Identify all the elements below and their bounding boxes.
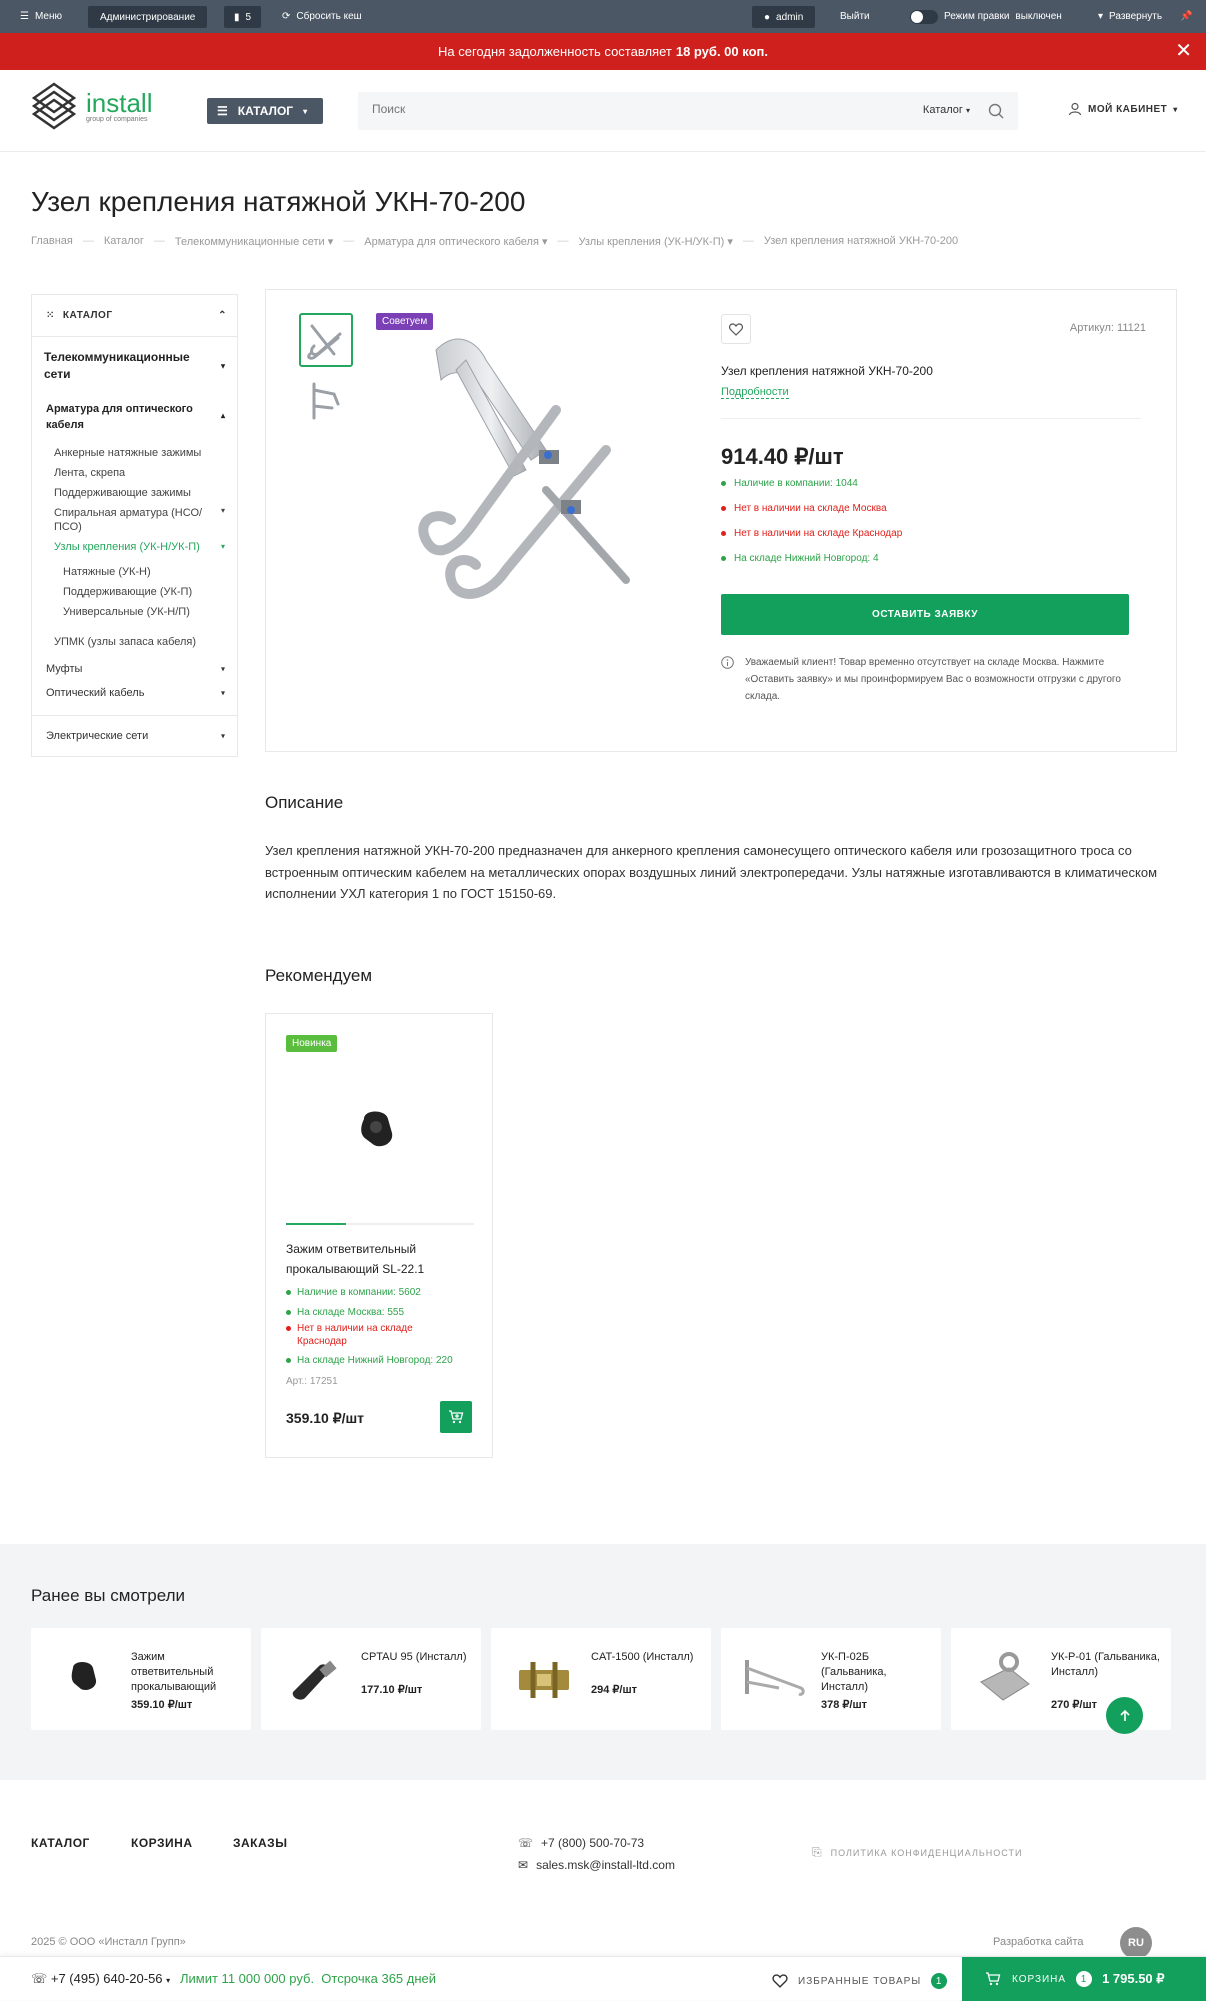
bottom-bar [0, 1956, 1206, 2000]
info-icon [721, 656, 734, 669]
catalog-sidebar [31, 294, 238, 757]
edit-mode-toggle[interactable]: Режим правки выключен [910, 0, 1062, 33]
description-text: Узел крепления натяжной УКН-70-200 предназначен для анкерного крепления самонесущего оптического кабеля или грозозащитного троса со встроенным оптическим кабелем на металлических опорах воздушных линий электропередачи. Узлы натяжные изготавливаются в климатическом исполнении УХЛ категория 1 по ГОСТ 15150-69. [265, 843, 1158, 901]
search-input[interactable] [372, 102, 792, 116]
recommended-product-card [265, 1013, 493, 1458]
status-dot-icon [286, 1358, 291, 1363]
product-article: Арт.: 17251 [286, 1376, 338, 1387]
footer-link-catalog[interactable]: КАТАЛОГ [31, 1836, 90, 1850]
chevron-up-icon: ⌃ [218, 310, 227, 321]
footer-phone[interactable]: ☏ +7 (800) 500-70-73 [518, 1836, 645, 1850]
sidebar-item[interactable]: Спиральная арматура (НСО/ПСО) ▾ [54, 506, 225, 533]
thumbnail-1[interactable] [299, 313, 353, 367]
stock-status: На складе Нижний Новгород: 4 [721, 553, 879, 564]
hamburger-icon: ☰ [20, 11, 29, 22]
heart-icon [772, 1974, 788, 1988]
sidebar-item-optical-cable[interactable]: Оптический кабель ▾ [46, 687, 225, 699]
description-title: Описание [265, 793, 344, 812]
status-dot-icon [721, 481, 726, 486]
stock-status: Нет в наличии на складе Краснодар [721, 528, 902, 539]
logo-mark-icon [28, 80, 80, 132]
breadcrumb-link[interactable]: Телекоммуникационные сети ▾ [174, 236, 334, 248]
account-button[interactable]: МОЙ КАБИНЕТ ▾ [1068, 102, 1178, 116]
grid-icon: ⁙ [46, 310, 55, 321]
viewed-product-card[interactable]: УК-П-02Б (Гальваника, Инсталл) 378 ₽/шт [721, 1628, 941, 1730]
chevron-down-icon: ▾ [220, 731, 225, 741]
cart-icon [984, 1971, 1002, 1987]
chevron-down-icon: ▾ [220, 361, 225, 371]
logout-button[interactable]: Выйти [840, 11, 870, 22]
language-switcher[interactable]: RU [1120, 1927, 1152, 1959]
heart-icon [729, 323, 743, 336]
site-header [0, 70, 1206, 152]
stock-status: На складе Нижний Новгород: 220 [286, 1354, 476, 1367]
close-icon[interactable]: ✕ [1175, 40, 1192, 62]
product-thumbnail-image [304, 378, 348, 422]
viewed-product-card[interactable]: CAT-1500 (Инсталл) 294 ₽/шт [491, 1628, 711, 1730]
add-to-favorites-button[interactable] [721, 314, 751, 344]
breadcrumb-link[interactable]: Каталог [103, 235, 144, 247]
search-bar [358, 92, 1018, 130]
product-name[interactable]: Зажим ответвительный прокалывающий SL-22.1 [286, 1242, 425, 1276]
viewed-product-card[interactable]: CPTAU 95 (Инсталл) 177.10 ₽/шт [261, 1628, 481, 1730]
basket-count-badge: 1 [1076, 1971, 1092, 1987]
arrow-up-icon [1118, 1709, 1132, 1723]
viewed-product-card[interactable]: Зажим ответвительный прокалывающий 359.10 ₽/шт [31, 1628, 251, 1730]
sidebar-item-electric[interactable]: Электрические сети ▾ [46, 730, 225, 742]
sidebar-subitem[interactable]: Универсальные (УК-Н/П) [63, 606, 190, 618]
chevron-down-icon: ▾ [220, 664, 225, 674]
sidebar-item[interactable]: Анкерные натяжные зажимы [54, 447, 202, 459]
chevron-down-icon: ▾ [965, 106, 970, 115]
leave-request-button[interactable]: ОСТАВИТЬ ЗАЯВКУ [721, 594, 1129, 635]
status-dot-icon [286, 1326, 291, 1331]
sidebar-header[interactable]: ⁙ КАТАЛОГ ⌃ [32, 295, 237, 337]
sidebar-item[interactable]: Поддерживающие зажимы [54, 487, 191, 499]
new-badge: Новинка [286, 1035, 337, 1052]
chevron-down-icon: ▾ [1173, 104, 1178, 114]
credit-limit: Лимит 11 000 000 руб. Отсрочка 365 дней [180, 1971, 437, 1986]
sidebar-item[interactable]: УПМК (узлы запаса кабеля) [54, 636, 197, 648]
chevron-up-icon: ▴ [220, 411, 225, 420]
stock-status: Нет в наличии на складе Краснодар [286, 1322, 436, 1348]
add-to-cart-button[interactable] [440, 1401, 472, 1433]
product-price: 359.10 ₽/шт [286, 1410, 365, 1426]
details-link[interactable]: Подробности [721, 386, 789, 398]
basket-total: 1 795.50 ₽ [1102, 1971, 1165, 1986]
pin-icon[interactable]: 📌 [1180, 11, 1193, 22]
viewed-product-card[interactable]: УК-Р-01 (Гальваника, Инсталл) 270 ₽/шт [951, 1628, 1171, 1730]
chevron-down-icon: ▾ [166, 1976, 171, 1985]
chevron-down-icon: ▾ [220, 506, 225, 515]
stock-status: Нет в наличии на складе Москва [721, 503, 887, 514]
toggle-switch[interactable] [910, 10, 938, 24]
breadcrumb-link[interactable]: Арматура для оптического кабеля ▾ [364, 236, 548, 248]
privacy-policy-link[interactable]: ⎘ ПОЛИТИКА КОНФИДЕНЦИАЛЬНОСТИ [812, 1845, 1023, 1859]
recently-viewed-title: Ранее вы смотрели [31, 1586, 186, 1605]
refresh-icon: ⟳ [282, 11, 291, 22]
user-icon [1068, 102, 1082, 116]
stock-notice: Уважаемый клиент! Товар временно отсутствует на складе Москва. Нажмите «Оставить заявку» и мы проинформируем Вас о возможности отгрузки с другого склада. [721, 654, 1131, 705]
admin-menu-button[interactable]: ☰ Меню [20, 11, 62, 22]
chevron-down-icon: ▾ [1098, 11, 1104, 22]
status-dot-icon [721, 531, 726, 536]
sidebar-subitem[interactable]: Натяжные (УК-Н) [63, 566, 151, 578]
developer-link[interactable]: Разработка сайта [993, 1936, 1084, 1948]
breadcrumb: Главная — Каталог — Телекоммуникационные сети ▾ — Арматура для оптического кабеля ▾ — Узлы крепления (УК-Н/УК-П) ▾ — Узел крепления натяжной УКН-70-200 [31, 235, 959, 248]
hamburger-icon: ☰ [217, 104, 228, 118]
admin-administration-button[interactable]: Администрирование [88, 6, 207, 28]
recently-viewed-section [0, 1544, 1206, 1780]
chevron-down-icon: ▾ [220, 688, 225, 698]
product-thumbnail-image [304, 318, 348, 362]
recommend-title: Рекомендуем [265, 966, 373, 985]
sidebar-subitem[interactable]: Поддерживающие (УК-П) [63, 586, 193, 598]
user-icon: ● [764, 11, 771, 23]
stock-status: Наличие в компании: 1044 [721, 478, 858, 489]
product-image [509, 1648, 579, 1710]
catalog-button[interactable]: ☰ КАТАЛОГ ▾ [207, 98, 323, 124]
scroll-to-top-button[interactable] [1106, 1697, 1143, 1734]
sidebar-item[interactable]: Лента, скрепа [54, 467, 126, 479]
product-image [49, 1648, 119, 1710]
copyright: 2025 © ООО «Инсталл Групп» [31, 1936, 186, 1948]
product-article: Артикул: 11121 [1069, 322, 1146, 334]
debt-banner: На сегодня задолженность составляет 18 руб. 00 коп. ✕ [0, 33, 1206, 70]
favorites-count-badge: 1 [931, 1973, 947, 1989]
basket-button[interactable]: КОРЗИНА 1 1 795.50 ₽ [962, 1957, 1206, 2001]
stock-status: Наличие в компании: 5602 [286, 1286, 476, 1299]
status-dot-icon [721, 506, 726, 511]
status-dot-icon [286, 1290, 291, 1295]
breadcrumb-link[interactable]: Узлы крепления (УК-Н/УК-П) ▾ [578, 236, 733, 248]
expand-button[interactable]: ▾ Развернуть [1098, 11, 1163, 22]
breadcrumb-current: Узел крепления натяжной УКН-70-200 [763, 235, 959, 247]
search-scope-select[interactable]: Каталог ▾ [922, 104, 970, 116]
sidebar-item-optical-fittings[interactable]: Арматура для оптического кабеля ▴ [46, 403, 225, 431]
sidebar-item-muffs[interactable]: Муфты ▾ [46, 663, 225, 675]
search-icon[interactable] [988, 103, 1004, 119]
product-image [969, 1648, 1039, 1710]
stock-status: На складе Москва: 555 [286, 1306, 476, 1319]
recommended-badge: Советуем [376, 313, 433, 330]
product-image[interactable] [346, 1099, 406, 1159]
product-card [265, 289, 1177, 752]
footer-link-basket[interactable]: КОРЗИНА [131, 1836, 193, 1850]
reset-cache-button[interactable]: ⟳ Сбросить кеш [282, 11, 362, 22]
phone-icon: ☏ [31, 1971, 51, 1986]
admin-notifications-button[interactable]: ▮ 5 [224, 6, 261, 28]
chevron-down-icon: ▾ [303, 106, 308, 116]
product-image[interactable] [396, 320, 646, 620]
favorites-button[interactable]: ИЗБРАННЫЕ ТОВАРЫ 1 [772, 1973, 947, 1989]
product-name: Узел крепления натяжной УКН-70-200 [721, 364, 933, 378]
breadcrumb-link[interactable]: Главная [31, 235, 73, 247]
product-image [279, 1648, 349, 1710]
logo[interactable]: install group of companies [28, 80, 152, 132]
sidebar-item-active[interactable]: Узлы крепления (УК-Н/УК-П) ▾ [54, 541, 225, 553]
footer-email[interactable]: ✉ sales.msk@install-ltd.com [518, 1858, 675, 1872]
page-title: Узел крепления натяжной УКН-70-200 [31, 186, 526, 217]
cart-plus-icon [448, 1409, 464, 1425]
sidebar-item-telecom[interactable]: Телекоммуникационные сети ▾ [44, 350, 225, 381]
bottom-phone[interactable]: ☏ +7 (495) 640-20-56 ▾ [31, 1971, 171, 1986]
product-image [739, 1648, 809, 1710]
chevron-down-icon: ▾ [220, 542, 225, 551]
status-dot-icon [286, 1310, 291, 1315]
product-price: 914.40 ₽/шт [721, 444, 844, 469]
thumbnail-2[interactable] [299, 373, 353, 427]
phone-icon: ☏ [518, 1836, 534, 1850]
document-icon: ⎘ [812, 1845, 823, 1859]
image-slider-indicator[interactable] [286, 1223, 474, 1225]
admin-bar [0, 0, 1206, 33]
mail-icon: ✉ [518, 1858, 529, 1872]
footer-link-orders[interactable]: ЗАКАЗЫ [233, 1836, 288, 1850]
admin-user-button[interactable]: ● admin [752, 6, 815, 28]
status-dot-icon [721, 556, 726, 561]
notification-icon: ▮ [234, 11, 240, 23]
